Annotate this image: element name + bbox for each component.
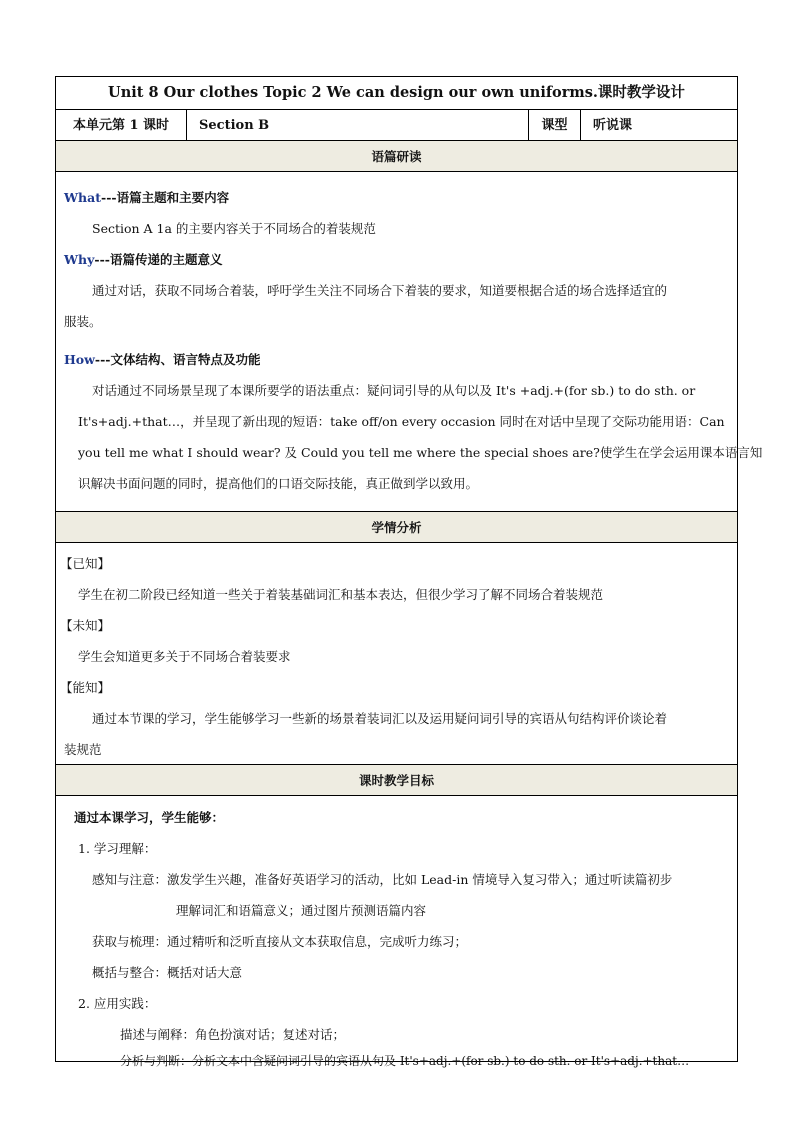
why-body-line: 通过对话，获取不同场合着装，呼吁学生关注不同场合下着装的要求，知道要根据合适的场合选择适宜的 xyxy=(92,283,668,298)
how-key: How xyxy=(64,352,95,367)
lesson-number-label: 本单元第 1 课时 xyxy=(72,118,170,133)
what-heading xyxy=(64,188,229,206)
lesson-plan-table xyxy=(55,76,763,1068)
objective-line: 获取与梳理：通过精听和泛听直接从文本获取信息，完成听力练习； xyxy=(92,934,468,949)
section-header-text-study: 语篇研读 xyxy=(56,140,737,171)
text-study-body xyxy=(56,171,763,511)
able-body-line: 通过本节课的学习，学生能够学习一些新的场景着装词汇以及运用疑问词引导的宾语从句结构评价谈论着 xyxy=(92,711,668,726)
unknown-body: 学生会知道更多关于不同场合着装要求 xyxy=(78,649,291,664)
what-heading-text: ---语篇主题和主要内容 xyxy=(101,190,230,205)
section-value: Section B xyxy=(186,110,528,141)
objective-line: 理解词汇和语篇意义；通过图片预测语篇内容 xyxy=(176,903,427,918)
section-header-student-analysis: 学情分析 xyxy=(56,511,737,542)
why-key: Why xyxy=(64,252,95,267)
objectives-body xyxy=(56,795,737,1068)
meta-row xyxy=(56,109,737,140)
how-body-line: 识解决书面问题的同时，提高他们的口语交际技能，真正做到学以致用。 xyxy=(78,476,479,491)
lesson-type-value: 听说课 xyxy=(580,110,737,141)
why-body-line: 服装。 xyxy=(64,314,102,329)
known-label: 【已知】 xyxy=(60,556,111,571)
objective-line: 概括与整合：概括对话大意 xyxy=(92,965,243,980)
known-body: 学生在初二阶段已经知道一些关于着装基础词汇和基本表达，但很少学习了解不同场合着装规范 xyxy=(78,587,604,602)
student-analysis-body xyxy=(56,542,737,764)
what-body: Section A 1a 的主要内容关于不同场合的着装规范 xyxy=(92,221,376,236)
how-heading-text: ---文体结构、语言特点及功能 xyxy=(94,352,261,367)
why-heading xyxy=(64,250,222,268)
document-title: Unit 8 Our clothes Topic 2 We can design our own uniforms.课时教学设计 xyxy=(108,84,685,101)
able-label: 【能知】 xyxy=(60,680,111,695)
what-key: What xyxy=(64,190,101,205)
unknown-label: 【未知】 xyxy=(60,618,111,633)
how-body-line: 对话通过不同场景呈现了本课所要学的语法重点：疑问词引导的从句以及 It's +adj.+(for sb.) to do sth. or xyxy=(92,383,696,398)
objective-line: 分析与判断：分析文本中含疑问词引导的宾语从句及 It's+adj.+(for sb.) to do sth. or It's+adj.+that… xyxy=(120,1054,690,1068)
able-body-line: 装规范 xyxy=(64,742,102,757)
objective-item-title: 2. 应用实践： xyxy=(78,996,157,1011)
objective-line: 描述与阐释：角色扮演对话；复述对话； xyxy=(120,1027,346,1042)
lesson-type-label: 课型 xyxy=(528,110,580,141)
objective-line: 感知与注意：激发学生兴趣，准备好英语学习的活动，比如 Lead-in 情境导入复习带入；通过听读篇初步 xyxy=(92,872,673,887)
why-heading-text: ---语篇传递的主题意义 xyxy=(94,252,223,267)
how-heading xyxy=(64,350,261,368)
objective-item-title: 1. 学习理解： xyxy=(78,841,157,856)
objectives-intro: 通过本课学习，学生能够： xyxy=(74,810,225,825)
how-body-line: It's+adj.+that…，并呈现了新出现的短语：take off/on every occasion 同时在对话中呈现了交际功能用语：Can xyxy=(78,414,725,429)
how-body-line: you tell me what I should wear? 及 Could you tell me where the special shoes are?使学生在学会运用课本语言知 xyxy=(78,445,763,460)
section-header-objectives: 课时教学目标 xyxy=(56,764,737,795)
